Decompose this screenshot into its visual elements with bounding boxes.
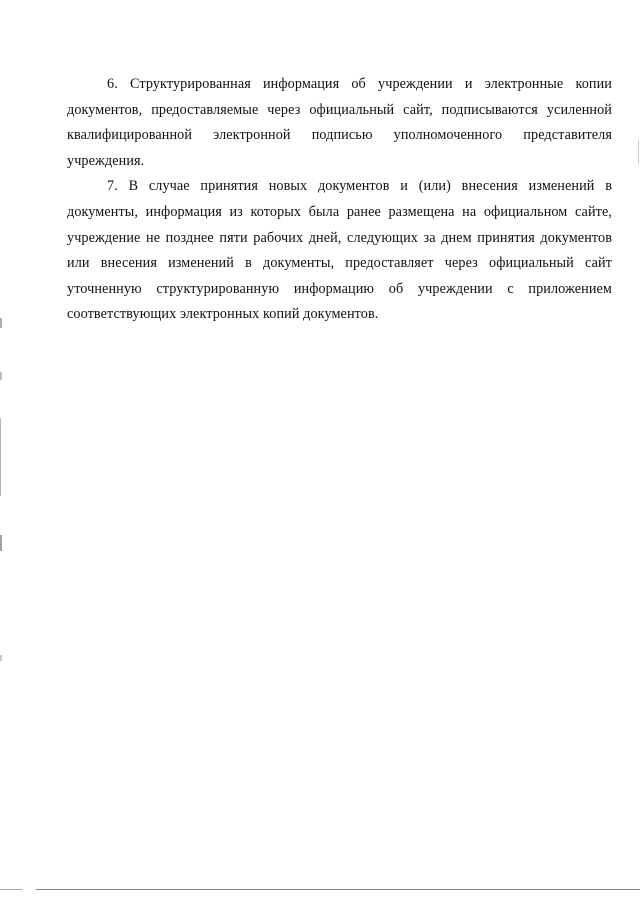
scan-bottom-line (36, 889, 640, 890)
paragraph-6: 6. Структурированная информация об учреждении и электронные копии документов, предоставляемые через официальный сайт, подписываются усиленной квалифицированной электронной подписью уполномоченного представителя учреждения. (67, 76, 612, 169)
scan-edge-mark (0, 535, 2, 551)
scan-edge-mark (0, 372, 2, 380)
document-body (67, 72, 612, 328)
scan-edge-mark (0, 418, 1, 496)
scan-edge-mark (0, 655, 2, 661)
paragraph-7: 7. В случае принятия новых документов и (или) внесения изменений в документы, информация из которых была ранее размещена на официальном сайте, учреждение не позднее пяти рабочих дней, следующих за днем принятия документов или внесения изменений в документы, предоставляет через официальный сайт уточненную структурированную информацию об учреждении с приложением соответствующих электронных копий документов. (67, 178, 612, 323)
scan-bottom-line (0, 889, 22, 890)
scan-edge-mark (0, 318, 2, 328)
scan-edge-mark (638, 140, 639, 164)
